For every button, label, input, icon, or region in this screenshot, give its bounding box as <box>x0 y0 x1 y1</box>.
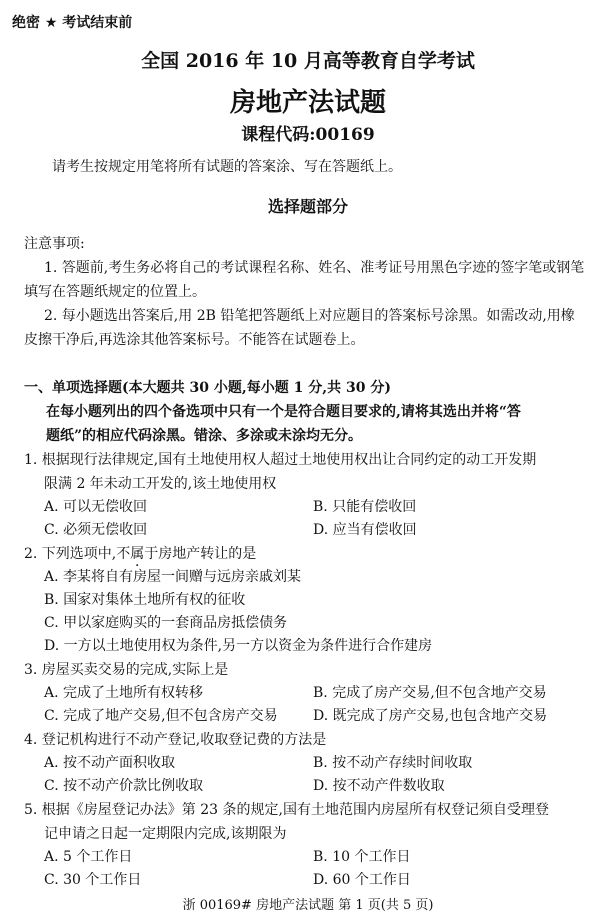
question-3-option-b: B. 完成了房产交易,但不包含地产交易 <box>313 685 547 701</box>
question-2-option-d: D. 一方以土地使用权为条件,另一方以资金为条件进行合作建房 <box>44 638 433 654</box>
question-1-stem-line-2: 限满 2 年未动工开发的,该土地使用权 <box>44 476 277 492</box>
question-3-option-a: A. 完成了土地所有权转移 <box>44 685 204 701</box>
question-4-option-b: B. 按不动产存续时间收取 <box>313 755 473 771</box>
question-4-option-a: A. 按不动产面积收取 <box>44 755 176 771</box>
page-footer: 浙 00169# 房地产法试题 第 1 页(共 5 页) <box>182 898 434 913</box>
question-5-option-c: C. 30 个工作日 <box>44 872 142 888</box>
part1-desc-line-1: 在每小题列出的四个备选项中只有一个是符合题目要求的,请将其选出并将“答 <box>46 404 521 420</box>
answer-instruction: 请考生按规定用笔将所有试题的答案涂、写在答题纸上。 <box>52 159 402 175</box>
part1-desc-line-2: 题纸”的相应代码涂黑。错涂、多涂或未涂均无分。 <box>46 428 363 444</box>
exam-title: 全国 2016 年 10 月高等教育自学考试 <box>141 50 475 72</box>
question-5-option-b: B. 10 个工作日 <box>313 849 411 865</box>
question-2-stem-prefix: 2. 下列选项中, <box>24 546 117 562</box>
question-5-stem-line-1: 5. 根据《房屋登记办法》第 23 条的规定,国有土地范围内房屋所有权登记须自受理登 <box>24 802 549 818</box>
question-4-option-c: C. 按不动产价款比例收取 <box>44 778 204 794</box>
question-1-option-a: A. 可以无偿收回 <box>44 499 148 515</box>
course-code: 课程代码:00169 <box>241 125 375 145</box>
question-3-stem: 3. 房屋买卖交易的完成,实际上是 <box>24 662 229 678</box>
part1-heading: 一、单项选择题(本大题共 30 小题,每小题 1 分,共 30 分) <box>24 380 391 396</box>
question-2-option-b: B. 国家对集体土地所有权的征收 <box>44 592 246 608</box>
question-4-option-d: D. 按不动产件数收取 <box>313 778 445 794</box>
question-3-option-c: C. 完成了地产交易,但不包含房产交易 <box>44 708 278 724</box>
question-1-option-b: B. 只能有偿收回 <box>313 499 417 515</box>
question-1-option-d: D. 应当有偿收回 <box>313 522 417 538</box>
paper-title: 房地产法试题 <box>229 88 386 118</box>
question-4-stem: 4. 登记机构进行不动产登记,收取登记费的方法是 <box>24 732 327 748</box>
question-1-stem-line-1: 1. 根据现行法律规定,国有土地使用权人超过土地使用权出让合同约定的动工开发期 <box>24 452 537 468</box>
confidential-label: 绝密 ★ 考试结束前 <box>12 15 133 31</box>
note-1-line-1: 1. 答题前,考生务必将自己的考试课程名称、姓名、准考证号用黑色字迹的签字笔或钢笔 <box>44 260 585 276</box>
question-5-stem-line-2: 记申请之日起一定期限内完成,该期限为 <box>44 826 287 842</box>
note-1-line-2: 填写在答题纸规定的位置上。 <box>24 284 206 300</box>
section-title: 选择题部分 <box>267 197 348 216</box>
notes-label: 注意事项: <box>24 236 85 252</box>
note-2-line-1: 2. 每小题选出答案后,用 2B 铅笔把答题纸上对应题目的答案标号涂黑。如需改动,用橡 <box>44 308 575 324</box>
question-2-stem <box>24 542 256 566</box>
question-3-option-d: D. 既完成了房产交易,也包含地产交易 <box>313 708 548 724</box>
question-5-option-d: D. 60 个工作日 <box>313 872 411 888</box>
note-2-line-2: 皮擦干净后,再选涂其他答案标号。不能答在试题卷上。 <box>24 332 365 348</box>
question-2-stem-suffix: 房地产转让的是 <box>158 546 257 562</box>
question-1-option-c: C. 必须无偿收回 <box>44 522 148 538</box>
question-5-option-a: A. 5 个工作日 <box>44 849 133 865</box>
question-2-emphasis: 不属于 <box>116 546 159 562</box>
question-2-option-c: C. 甲以家庭购买的一套商品房抵偿债务 <box>44 615 288 631</box>
question-2-option-a: A. 李某将自有房屋一间赠与远房亲戚刘某 <box>44 569 302 585</box>
